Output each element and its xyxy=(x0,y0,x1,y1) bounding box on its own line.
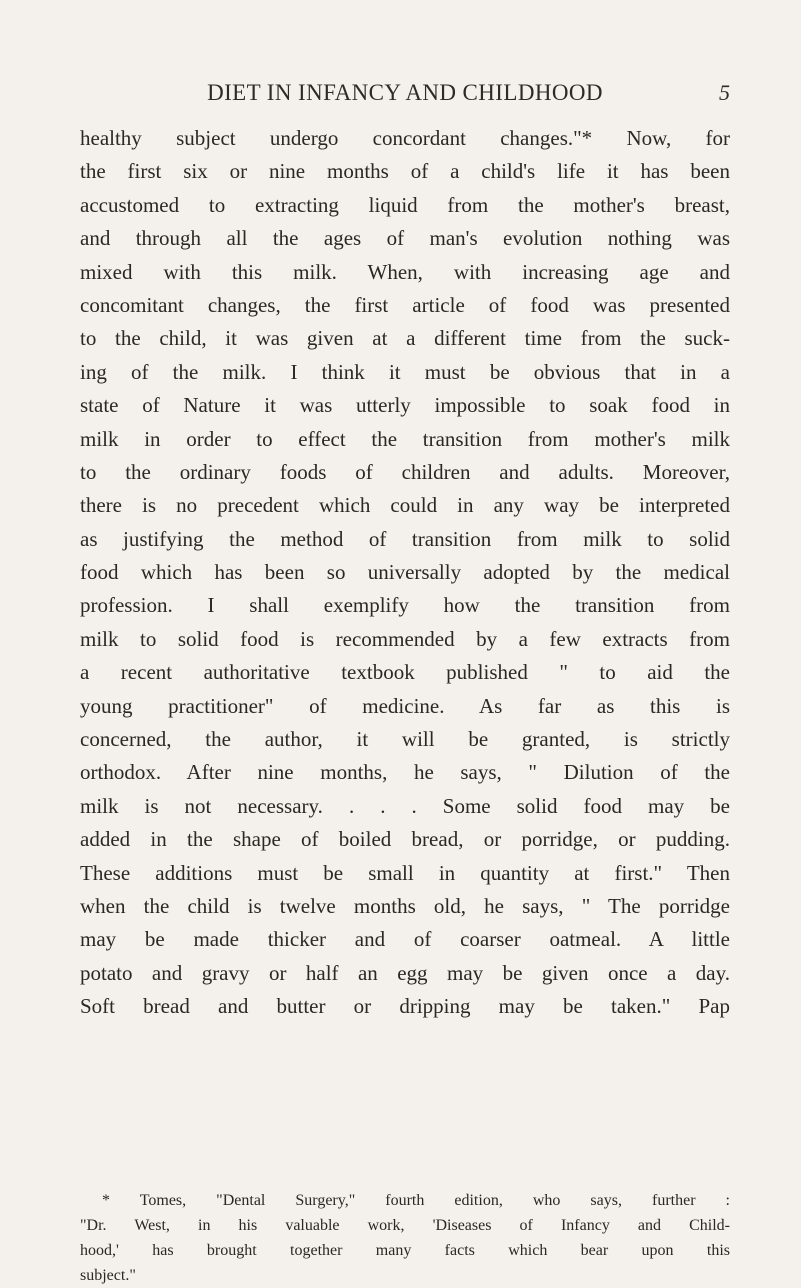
footnote xyxy=(80,1188,730,1288)
body-line: milk to solid food is recommended by a few extracts from xyxy=(80,626,730,651)
body-line: profession. I shall exemplify how the transition from xyxy=(80,593,730,618)
body-line: added in the shape of boiled bread, or porridge, or pudding. xyxy=(80,827,730,852)
running-title: DIET IN INFANCY AND CHILDHOOD xyxy=(207,80,603,105)
body-line: milk is not necessary. . . . Some solid food may be xyxy=(80,793,730,818)
footnote-line: * Tomes, "Dental Surgery," fourth edition, who says, further : xyxy=(102,1192,730,1209)
body-line: healthy subject undergo concordant changes."* Now, for xyxy=(80,126,730,150)
page-number: 5 xyxy=(719,80,730,105)
body-line: may be made thicker and of coarser oatmeal. A little xyxy=(80,927,730,952)
body-line: potato and gravy or half an egg may be given once a day. xyxy=(80,960,730,985)
body-line: milk in order to effect the transition from mother's milk xyxy=(80,426,730,451)
body-line: the first six or nine months of a child's life it has been xyxy=(80,159,730,184)
body-line: orthodox. After nine months, he says, " Dilution of the xyxy=(80,760,730,785)
body-line: concerned, the author, it will be granted, is strictly xyxy=(80,727,730,752)
footnote-line: hood,' has brought together many facts which bear upon this xyxy=(80,1242,730,1259)
body-line: to the ordinary foods of children and adults. Moreover, xyxy=(80,459,730,484)
body-line: ing of the milk. I think it must be obvious that in a xyxy=(80,359,730,384)
running-head xyxy=(80,80,730,110)
footnote-line: "Dr. West, in his valuable work, 'Diseases of Infancy and Child- xyxy=(80,1217,730,1234)
body-line: there is no precedent which could in any way be interpreted xyxy=(80,493,730,518)
footnote-line: subject." xyxy=(80,1267,136,1284)
body-line: when the child is twelve months old, he says, " The porridge xyxy=(80,893,730,918)
body-line: mixed with this milk. When, with increasing age and xyxy=(80,259,730,284)
body-line: food which has been so universally adopted by the medical xyxy=(80,560,730,585)
body-line: to the child, it was given at a different time from the suck- xyxy=(80,326,730,351)
body-line: state of Nature it was utterly impossible to soak food in xyxy=(80,393,730,418)
body-line: accustomed to extracting liquid from the mother's breast, xyxy=(80,192,730,217)
body-line: concomitant changes, the first article of food was presented xyxy=(80,292,730,317)
body-line: These additions must be small in quantity at first." Then xyxy=(80,860,730,885)
body-line: a recent authoritative textbook published " to aid the xyxy=(80,660,730,685)
body-line: and through all the ages of man's evolution nothing was xyxy=(80,226,730,251)
body-paragraph xyxy=(80,122,730,1024)
body-line: Soft bread and butter or dripping may be taken." Pap xyxy=(80,994,730,1019)
body-line: young practitioner" of medicine. As far as this is xyxy=(80,693,730,718)
body-line: as justifying the method of transition from milk to solid xyxy=(80,526,730,551)
